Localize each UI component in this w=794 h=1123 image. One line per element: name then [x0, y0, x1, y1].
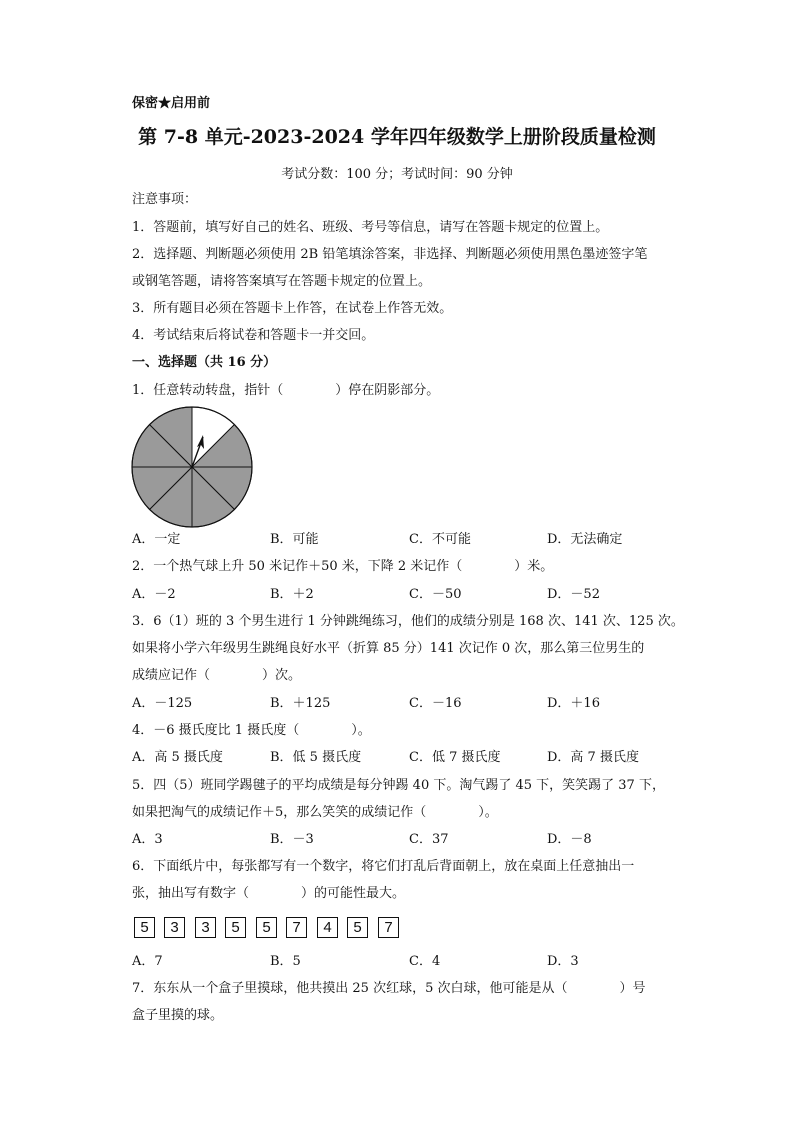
note-item: 或钢笔答题，请将答案填写在答题卡规定的位置上。	[132, 274, 432, 289]
notes-heading: 注意事项：	[132, 192, 198, 207]
question-5-text: 如果把淘气的成绩记作＋5，那么笑笑的成绩记作（ ）。	[132, 805, 498, 820]
question-3-text: 3．6（1）班的 3 个男生进行 1 分钟跳绳练习，他们的成绩分别是 168 次、141 次、125 次。	[132, 614, 684, 629]
question-6-text: 6．下面纸片中，每张都写有一个数字，将它们打乱后背面朝上，放在桌面上任意抽出一	[132, 859, 635, 874]
option-a: A．3	[132, 832, 163, 847]
option-c: C．37	[409, 832, 449, 847]
section-heading: 一、选择题（共 16 分）	[132, 355, 277, 370]
number-card: 4	[317, 917, 338, 938]
number-card: 5	[347, 917, 368, 938]
option-c: C．－50	[409, 587, 462, 602]
note-item: 2．选择题、判断题必须使用 2B 铅笔填涂答案，非选择、判断题必须使用黑色墨迹签字笔	[132, 247, 648, 262]
spinner-image	[130, 405, 254, 529]
option-d: D．高 7 摄氏度	[547, 750, 639, 765]
note-item: 1．答题前，填写好自己的姓名、班级、考号等信息，请写在答题卡规定的位置上。	[132, 220, 609, 235]
number-card: 7	[286, 917, 307, 938]
option-a: A．一定	[132, 532, 181, 547]
exam-subtitle: 考试分数：100 分；考试时间：90 分钟	[281, 167, 513, 182]
question-4-text: 4．－6 摄氏度比 1 摄氏度（ ）。	[132, 723, 371, 738]
question-7-text: 7．东东从一个盒子里摸球，他共摸出 25 次红球，5 次白球，他可能是从（ ）号	[132, 981, 646, 996]
exam-title: 第 7-8 单元-2023-2024 学年四年级数学上册阶段质量检测	[138, 126, 656, 148]
question-1-text: 1．任意转动转盘，指针（ ）停在阴影部分。	[132, 383, 440, 398]
number-card: 3	[164, 917, 185, 938]
option-b: B．＋125	[270, 696, 331, 711]
number-card: 7	[378, 917, 399, 938]
option-c: C．不可能	[409, 532, 471, 547]
option-b: B．可能	[270, 532, 319, 547]
option-b: B．5	[270, 954, 301, 969]
note-item: 4．考试结束后将试卷和答题卡一并交回。	[132, 328, 375, 343]
number-card: 5	[134, 917, 155, 938]
option-b: B．＋2	[270, 587, 314, 602]
question-2-text: 2．一个热气球上升 50 米记作＋50 米，下降 2 米记作（ ）米。	[132, 559, 554, 574]
option-d: D．3	[547, 954, 579, 969]
question-5-text: 5．四（5）班同学踢毽子的平均成绩是每分钟踢 40 下。淘气踢了 45 下，笑笑踢了 37 下，	[132, 778, 665, 793]
question-6-text: 张，抽出写有数字（ ）的可能性最大。	[132, 886, 406, 901]
option-a: A．－125	[132, 696, 193, 711]
option-b: B．－3	[270, 832, 314, 847]
option-c: C．低 7 摄氏度	[409, 750, 501, 765]
option-c: C．－16	[409, 696, 462, 711]
option-d: D．－52	[547, 587, 600, 602]
option-d: D．＋16	[547, 696, 600, 711]
question-3-text: 如果将小学六年级男生跳绳良好水平（折算 85 分）141 次记作 0 次，那么第三位男生的	[132, 641, 645, 656]
option-a: A．高 5 摄氏度	[132, 750, 223, 765]
note-item: 3．所有题目必须在答题卡上作答，在试卷上作答无效。	[132, 301, 453, 316]
number-card: 3	[195, 917, 216, 938]
option-d: D．－8	[547, 832, 592, 847]
option-a: A．7	[132, 954, 163, 969]
option-a: A．－2	[132, 587, 176, 602]
option-b: B．低 5 摄氏度	[270, 750, 362, 765]
option-c: C．4	[409, 954, 441, 969]
question-7-text: 盒子里摸的球。	[132, 1008, 224, 1023]
secret-label: 保密★启用前	[132, 96, 211, 111]
question-3-text: 成绩应记作（ ）次。	[132, 668, 302, 683]
number-card: 5	[225, 917, 246, 938]
number-card: 5	[256, 917, 277, 938]
option-d: D．无法确定	[547, 532, 623, 547]
